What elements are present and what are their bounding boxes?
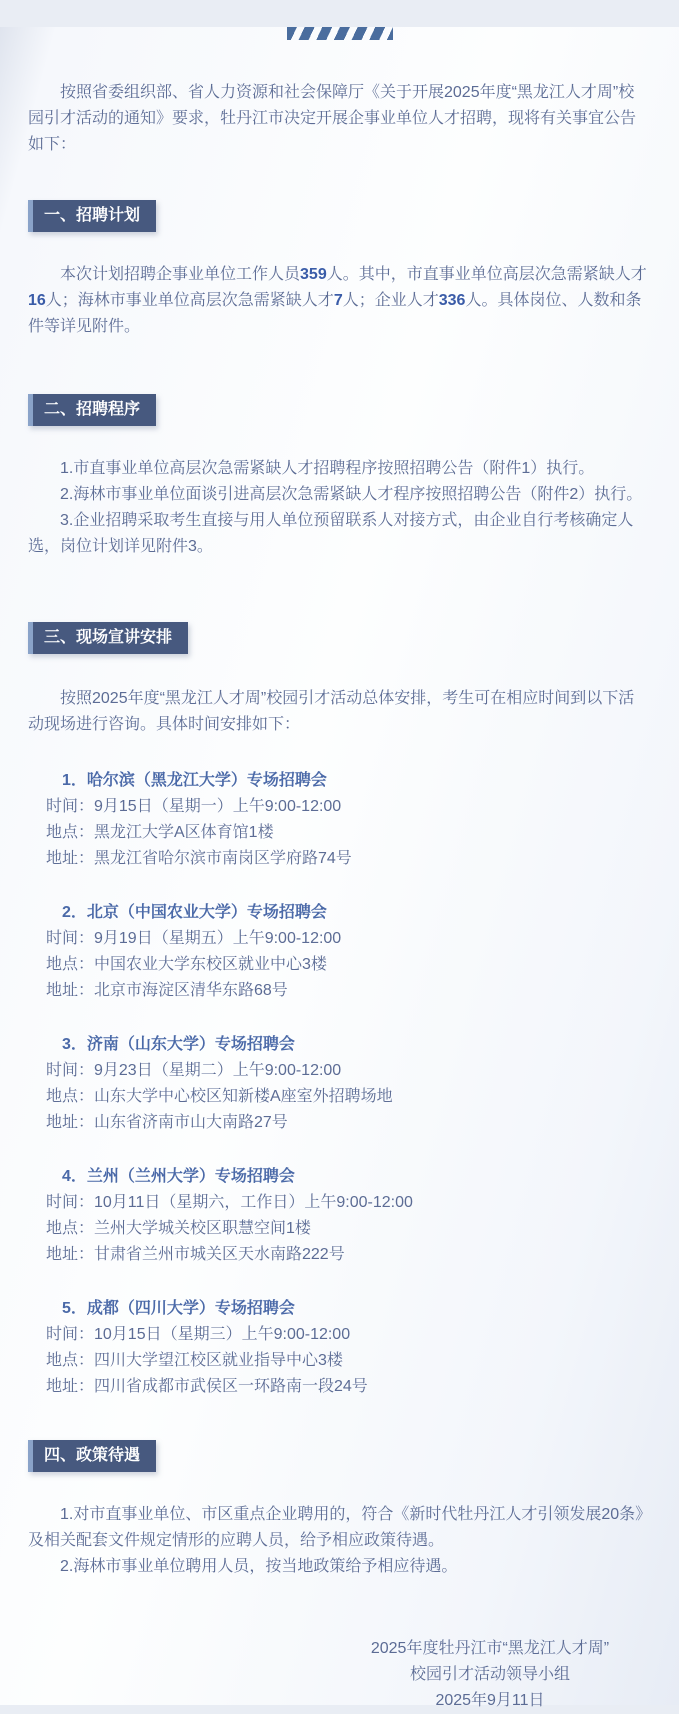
text-segment: 人；海林市事业单位高层次急需紧缺人才 (45, 292, 334, 309)
event-beijing (0, 900, 679, 1004)
headcount-total: 359 (300, 266, 327, 283)
event-jinan (0, 1032, 679, 1136)
event-title: 1．哈尔滨（黑龙江大学）专场招聘会 (62, 772, 327, 789)
procedure-item-3: 3.企业招聘采取考生直接与用人单位预留联系人对接方式，由企业自行考核确定人选，岗位计划详见附件3。 (28, 512, 634, 555)
event-address: 地址：山东省济南市山大南路27号 (46, 1114, 288, 1131)
event-venue: 地点：四川大学望江校区就业指导中心3楼 (46, 1352, 343, 1369)
signature-date: 2025年9月11日 (435, 1692, 545, 1709)
procedure-item-2: 2.海林市事业单位面谈引进高层次急需紧缺人才程序按照招聘公告（附件2）执行。 (60, 486, 643, 503)
signature-org-line-1: 2025年度牡丹江市“黑龙江人才周” (370, 1640, 610, 1657)
event-venue: 地点：中国农业大学东校区就业中心3楼 (46, 956, 327, 973)
event-venue: 地点：黑龙江大学A区体育馆1楼 (46, 824, 274, 841)
text-segment: 人。具体岗位、人数和条件等详见附件。 (28, 292, 642, 335)
policy-list (0, 1502, 679, 1580)
event-address: 地址：四川省成都市武侯区一环路南一段24号 (46, 1378, 368, 1395)
text-segment: 人。其中，市直事业单位高层次急需紧缺人才 (326, 266, 647, 283)
event-venue: 地点：兰州大学城关校区职慧空间1楼 (46, 1220, 311, 1237)
event-time: 时间：9月19日（星期五）上午9:00-12:00 (46, 930, 342, 947)
intro-paragraph: 按照省委组织部、省人力资源和社会保障厅《关于开展2025年度“黑龙江人才周”校园引才活动的通知》要求，牡丹江市决定开展企事业单位人才招聘，现将有关事宜公告如下： (28, 84, 637, 153)
section-badge-recruit-plan: 一、招聘计划 (28, 200, 156, 232)
event-address: 地址：北京市海淀区清华东路68号 (46, 982, 288, 999)
text-segment: 人；企业人才 (342, 292, 439, 309)
event-harbin (0, 768, 679, 872)
event-chengdu (0, 1296, 679, 1400)
event-time: 时间：10月11日（星期六，工作日）上午9:00-12:00 (46, 1194, 413, 1211)
event-time: 时间：9月23日（星期二）上午9:00-12:00 (46, 1062, 342, 1079)
section-badge-recruit-procedure: 二、招聘程序 (28, 394, 156, 426)
event-venue: 地点：山东大学中心校区知新楼A座室外招聘场地 (46, 1088, 393, 1105)
event-lanzhou (0, 1164, 679, 1268)
event-title: 3．济南（山东大学）专场招聘会 (62, 1036, 295, 1053)
slash-stripes-decoration (287, 27, 393, 40)
plan-paragraph (28, 262, 649, 340)
headcount-city-institutions: 16 (28, 292, 46, 309)
section-badge-onsite-schedule: 三、现场宣讲安排 (28, 622, 188, 654)
event-list (0, 768, 679, 1400)
announcement-page (0, 27, 679, 1709)
policy-item-1: 1.对市直事业单位、市区重点企业聘用的，符合《新时代牡丹江人才引领发展20条》及相关配套文件规定情形的应聘人员，给予相应政策待遇。 (28, 1506, 644, 1549)
policy-item-2: 2.海林市事业单位聘用人员，按当地政策给予相应待遇。 (60, 1558, 458, 1575)
signature-block (325, 1636, 655, 1714)
event-address: 地址：甘肃省兰州市城关区天水南路222号 (46, 1246, 345, 1263)
headcount-enterprise: 336 (438, 292, 466, 309)
event-address: 地址：黑龙江省哈尔滨市南岗区学府路74号 (46, 850, 352, 867)
procedure-item-1: 1.市直事业单位高层次急需紧缺人才招聘程序按照招聘公告（附件1）执行。 (60, 460, 595, 477)
event-time: 时间：9月15日（星期一）上午9:00-12:00 (46, 798, 342, 815)
schedule-intro-paragraph: 按照2025年度“黑龙江人才周”校园引才活动总体安排，考生可在相应时间到以下活动现场进行咨询。具体时间安排如下： (28, 690, 635, 733)
event-time: 时间：10月15日（星期三）上午9:00-12:00 (46, 1326, 351, 1343)
event-title: 5．成都（四川大学）专场招聘会 (62, 1300, 295, 1317)
section-badge-policy-benefits: 四、政策待遇 (28, 1440, 156, 1472)
procedure-list (0, 456, 679, 560)
text-segment: 本次计划招聘企事业单位工作人员 (60, 266, 301, 283)
signature-org-line-2: 校园引才活动领导小组 (409, 1666, 570, 1683)
event-title: 2．北京（中国农业大学）专场招聘会 (62, 904, 327, 921)
headcount-hailin: 7 (333, 292, 343, 309)
event-title: 4．兰州（兰州大学）专场招聘会 (62, 1168, 295, 1185)
